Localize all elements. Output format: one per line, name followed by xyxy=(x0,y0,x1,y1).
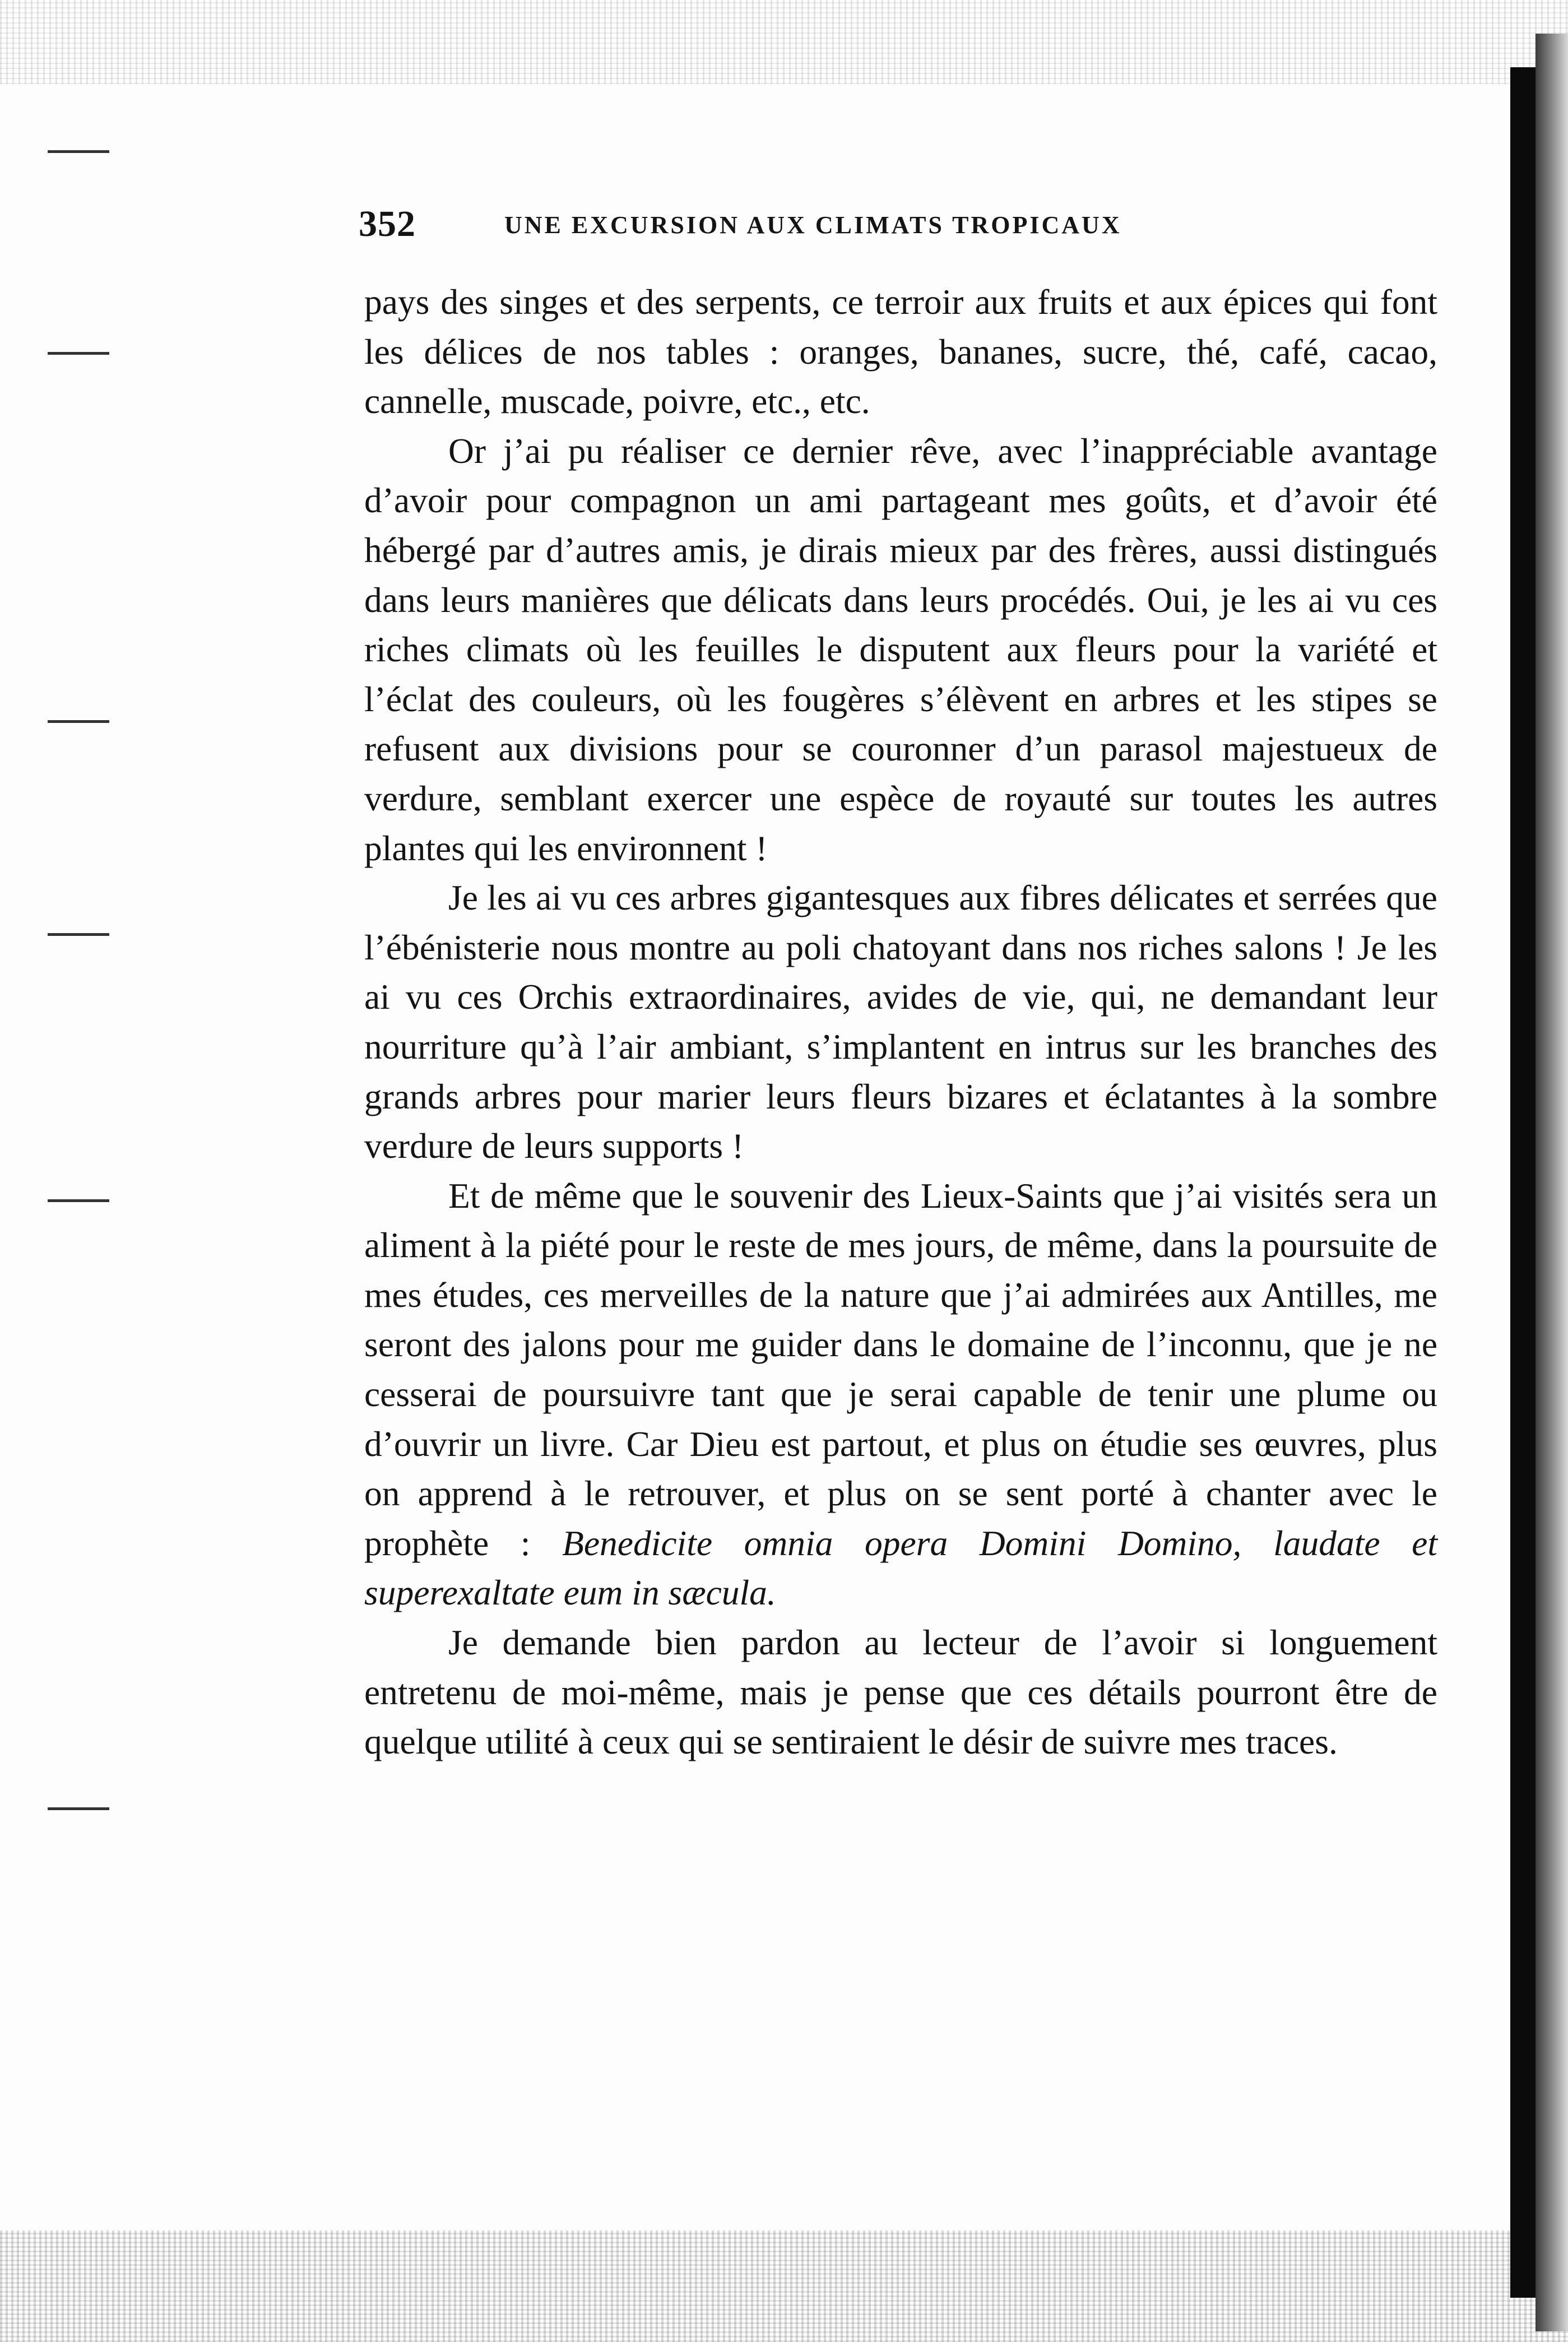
paragraph xyxy=(364,1618,1437,1767)
scan-noise-bottom xyxy=(0,2230,1568,2342)
margin-mark xyxy=(48,352,109,355)
margin-mark xyxy=(48,720,109,723)
book-binding-edge xyxy=(1510,67,1535,2298)
margin-mark xyxy=(48,150,109,153)
paragraph xyxy=(364,1171,1437,1618)
paragraph-text: Je les ai vu ces arbres gigantesques aux fibres délicates et serrées que l’ébénisterie nous montre au poli chatoyant dans nos riches salons ! Je les ai vu ces Orchis extraordinaires, avides de vie, qui, ne demandant leur nourriture qu’à l’air ambiant, s’implantent en intrus sur les branches des grands arbres pour marier leurs fleurs bizares et éclatantes à la sombre verdure de leurs supports ! xyxy=(364,878,1437,1166)
page-header xyxy=(359,203,1311,248)
paragraph-text: Et de même que le souvenir des Lieux-Saints que j’ai visités sera un aliment à la piété pour le reste de mes jours, de même, dans la poursuite de mes études, ces merveilles de la nature que j’ai admirées aux Antilles, me seront des jalons pour me guider dans le domaine de l’inconnu, que je ne cesserai de poursuivre tant que je serai capable de tenir une plume ou d’ouvrir un livre. Car Dieu est partout, et plus on étudie ses œuvres, plus on apprend à le retrouver, et plus on se sent porté à chanter avec le prophète : xyxy=(364,1175,1437,1563)
paragraph-text: Or j’ai pu réaliser ce dernier rêve, avec l’inappréciable avantage d’avoir pour compagnon un ami partageant mes goûts, et d’avoir été hébergé par d’autres amis, je dirais mieux par des frères, aussi distingués dans leurs manières que délicats dans leurs procédés. Oui, je les ai vu ces riches climats où les feuilles le disputent aux fleurs pour la variété et l’éclat des couleurs, où les fougères s’élèvent en arbres et les stipes se refusent aux divisions pour se couronner d’un parasol majestueux de verdure, semblant exercer une espèce de royauté sur toutes les autres plantes qui les environnent ! xyxy=(364,430,1437,868)
paragraph xyxy=(364,277,1437,426)
margin-mark xyxy=(48,1807,109,1810)
scan-noise-top xyxy=(0,0,1568,84)
page-number: 352 xyxy=(359,203,416,244)
margin-mark xyxy=(48,933,109,936)
paragraph xyxy=(364,873,1437,1171)
paragraph-text: Je demande bien pardon au lecteur de l’avoir si longuement entretenu de moi-même, mais je pense que ces détails pourront être de quelque utilité à ceux qui se sentiraient le désir de suivre mes traces. xyxy=(364,1622,1437,1762)
running-title: UNE EXCURSION AUX CLIMATS TROPICAUX xyxy=(504,211,1122,239)
paragraph-text: pays des singes et des serpents, ce terroir aux fruits et aux épices qui font les délices de nos tables : oranges, bananes, sucre, thé, café, cacao, cannelle, muscade, poivre, etc., etc. xyxy=(364,282,1437,421)
body-text xyxy=(364,277,1437,1767)
latin-quotation: Benedicite omnia opera Domini Domino, laudate et superexaltate eum in sæcula. xyxy=(364,1523,1437,1613)
paragraph xyxy=(364,426,1437,873)
margin-mark xyxy=(48,1199,109,1202)
binding-shadow xyxy=(1535,34,1568,2331)
